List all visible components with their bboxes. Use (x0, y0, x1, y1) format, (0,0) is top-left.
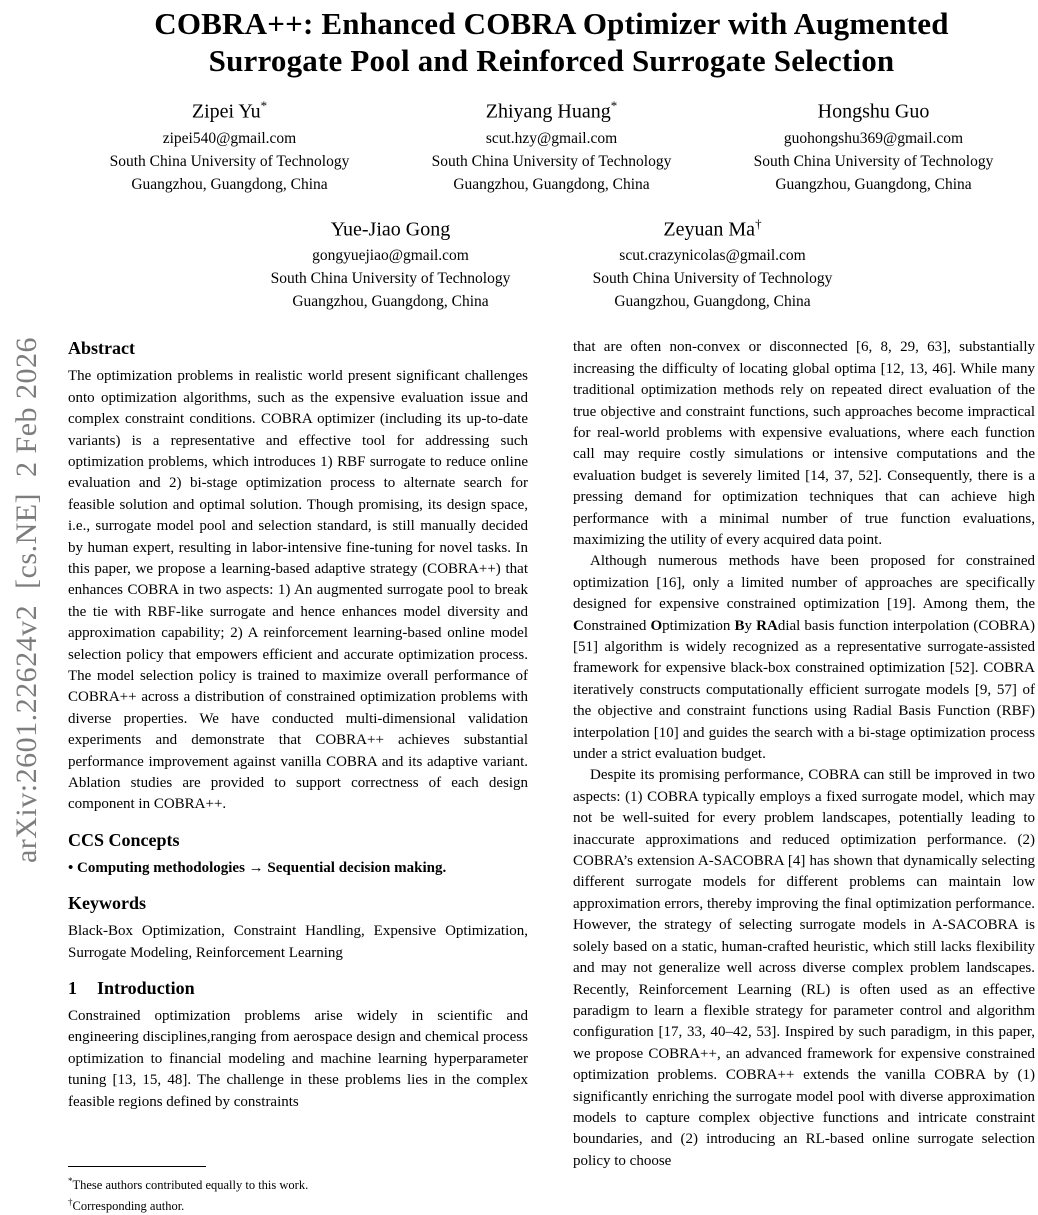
author-mark: † (755, 215, 762, 231)
footnote-corresponding-author (68, 1194, 528, 1214)
introduction-paragraph-2: Although numerous methods have been proposed for constrained optimization [16], only a limited number of approaches are specifically designed for expensive constrained optimization [19]. Among them, the Constrained Optimization By RAdial basis function interpolation (COBRA) [51] algorithm is widely recognized as a representative surrogate-assisted framework for expensive black-box constrained optimization [52]. COBRA iteratively constructs computationally efficient surrogate models [9, 57] of the objective and constraint functions using Radial Basis Function (RBF) interpolation [10] and guides the search with a bi-stage optimization process under a strict evaluation budget. (573, 553, 1035, 763)
paper-title-line1: COBRA++: Enhanced COBRA Optimizer with Augmented (154, 6, 949, 41)
author-email: scut.crazynicolas@gmail.com (619, 247, 806, 265)
author-affiliation: South China University of Technology (109, 152, 350, 170)
author-block (391, 94, 713, 196)
keywords-text: Black-Box Optimization, Constraint Handling, Expensive Optimization, Surrogate Modeling, Reinforcement Learning (68, 923, 528, 961)
introduction-paragraph-3: Despite its promising performance, COBRA can still be improved in two aspects: (1) COBRA typically employs a fixed surrogate model, which may not be well-suited for every problem landscapes, potentially leading to inaccurate approximations and reduced optimization performance. (2) COBRA’s extension A-SACOBRA [4] has shown that dynamically selecting different surrogate models for different problems can maintain low approximation errors, thereby improving the final optimization performance. However, the strategy of selecting surrogate models in A-SACOBRA is solely based on a static, human-crafted heuristic, which still lacks flexibility and may not generalize well across diverse complex problem landscapes. Recently, Reinforcement Learning (RL) is often used as an effective paradigm to learn a flexible strategy for parameter control and algorithm configuration [17, 33, 40–42, 53]. Inspired by such paradigm, in this paper, we propose COBRA++, an advanced framework for expensive constrained optimization problems. COBRA++ extends the vanilla COBRA by (1) significantly enriching the surrogate model pool with diverse approximation models to capture complex objective functions and intricate constraint boundaries, and (2) introducing an RL-based online surrogate selection policy to choose (573, 767, 1035, 1169)
arxiv-watermark: arXiv:2601.22624v2 [cs.NE] 2 Feb 2026 (10, 336, 43, 864)
author-name-text: Hongshu Guo (817, 100, 930, 123)
author-location: Guangzhou, Guangdong, China (614, 293, 811, 311)
author-block (69, 94, 391, 196)
author-affiliation: South China University of Technology (270, 270, 511, 288)
paper-title (68, 0, 1035, 79)
abstract-text: The optimization problems in realistic world present significant challenges onto optimization algorithms, such as the expensive evaluation issue and complex constraint conditions. COBRA optimizer (including its up-to-date variants) is a representative and effective tool for addressing such optimization problems, which introduces 1) RBF surrogate to reduce online evaluation and 2) bi-stage optimization process to alternate search for feasible solution and optimal solution. Though promising, its design space, i.e., surrogate model pool and selection standard, is still manually decided by human expert, resulting in labor-intensive fine-tuning for novel tasks. In this paper, we propose a learning-based adaptive strategy (COBRA++) that enhances COBRA in two aspects: 1) An augmented surrogate pool to break the tie with RBF-like surrogate and hence enhances model diversity and approximation capability; 2) A reinforcement learning-based online model selection policy that empowers efficient and accurate optimization process. The model selection policy is trained to maximize overall performance of COBRA++ across a distribution of constrained optimization problems with diverse properties. We have conducted multi-dimensional validation experiments and demonstrate that COBRA++ achieves substantial performance improvement against vanilla COBRA and its adaptive variant. Ablation studies are provided to support correctness of each design component in COBRA++. (68, 368, 528, 813)
footnote-equal-contribution (68, 1173, 528, 1193)
author-name (73, 94, 387, 124)
introduction-paragraph-1: Constrained optimization problems arise widely in scientific and engineering disciplines,ranging from aerospace design and chemical process optimization to financial modeling and machine learning hyperparameter tuning [13, 15, 48]. The challenge in these problems lies in the complex feasible regions defined by constraints (68, 1008, 528, 1110)
author-affiliation: South China University of Technology (592, 270, 833, 288)
author-email: scut.hzy@gmail.com (485, 129, 618, 147)
author-name-text: Zeyuan Ma (663, 218, 756, 241)
section-number: 1 (68, 978, 77, 999)
author-location: Guangzhou, Guangdong, China (775, 175, 972, 193)
introduction-paragraph-1-continued: that are often non-convex or disconnected [6, 8, 29, 63], substantially increasing the difficulty of locating global optima [12, 13, 46]. While many traditional optimization methods rely on repeated direct evaluation of the true objective and constraint functions, such approaches become impractical for real-world problems with expensive evaluations, where each function call may require costly simulations or intensive computations and the evaluation budget is severely limited [14, 37, 52]. Consequently, there is a pressing demand for optimization techniques that can achieve high performance with a minimal number of true function evaluations, maximizing the utility of every acquired data point. (573, 339, 1035, 548)
author-name (556, 212, 870, 242)
introduction-heading (68, 977, 528, 999)
abstract-heading: Abstract (68, 338, 135, 359)
author-affiliation: South China University of Technology (753, 152, 994, 170)
author-block (230, 212, 552, 314)
body-columns (68, 337, 1035, 1215)
left-column (68, 337, 528, 1215)
author-name (717, 94, 1031, 124)
author-location: Guangzhou, Guangdong, China (453, 175, 650, 193)
author-name-text: Zhiyang Huang (485, 100, 611, 123)
paper-title-line2: Surrogate Pool and Reinforced Surrogate Selection (208, 43, 895, 78)
section-title: Introduction (97, 978, 195, 999)
footnotes (68, 1161, 528, 1215)
author-email: guohongshu369@gmail.com (783, 129, 964, 147)
footnote-mark: * (68, 1176, 73, 1186)
author-location: Guangzhou, Guangdong, China (292, 293, 489, 311)
right-column (573, 337, 1035, 1215)
authors-row-2 (68, 212, 1035, 314)
footnote-text: These authors contributed equally to this work. (72, 1178, 309, 1193)
author-affiliation: South China University of Technology (431, 152, 672, 170)
author-name-text: Yue-Jiao Gong (330, 218, 451, 241)
paper-content (68, 0, 1035, 1215)
author-name-text: Zipei Yu (191, 100, 261, 123)
footnote-mark: † (68, 1197, 73, 1208)
authors-row-1 (68, 94, 1035, 196)
footnote-rule (68, 1166, 206, 1167)
keywords-heading: Keywords (68, 893, 146, 914)
footnote-text: Corresponding author. (72, 1199, 185, 1214)
author-block (552, 212, 874, 314)
author-name (234, 212, 548, 242)
author-name (395, 94, 709, 124)
author-mark: * (260, 98, 268, 113)
ccs-heading: CCS Concepts (68, 829, 180, 850)
author-block (713, 94, 1035, 196)
author-mark: * (610, 98, 618, 113)
ccs-text: • Computing methodologies → Sequential decision making. (68, 859, 447, 876)
author-email: gongyuejiao@gmail.com (312, 247, 469, 265)
author-location: Guangzhou, Guangdong, China (131, 175, 328, 193)
author-email: zipei540@gmail.com (162, 129, 297, 147)
